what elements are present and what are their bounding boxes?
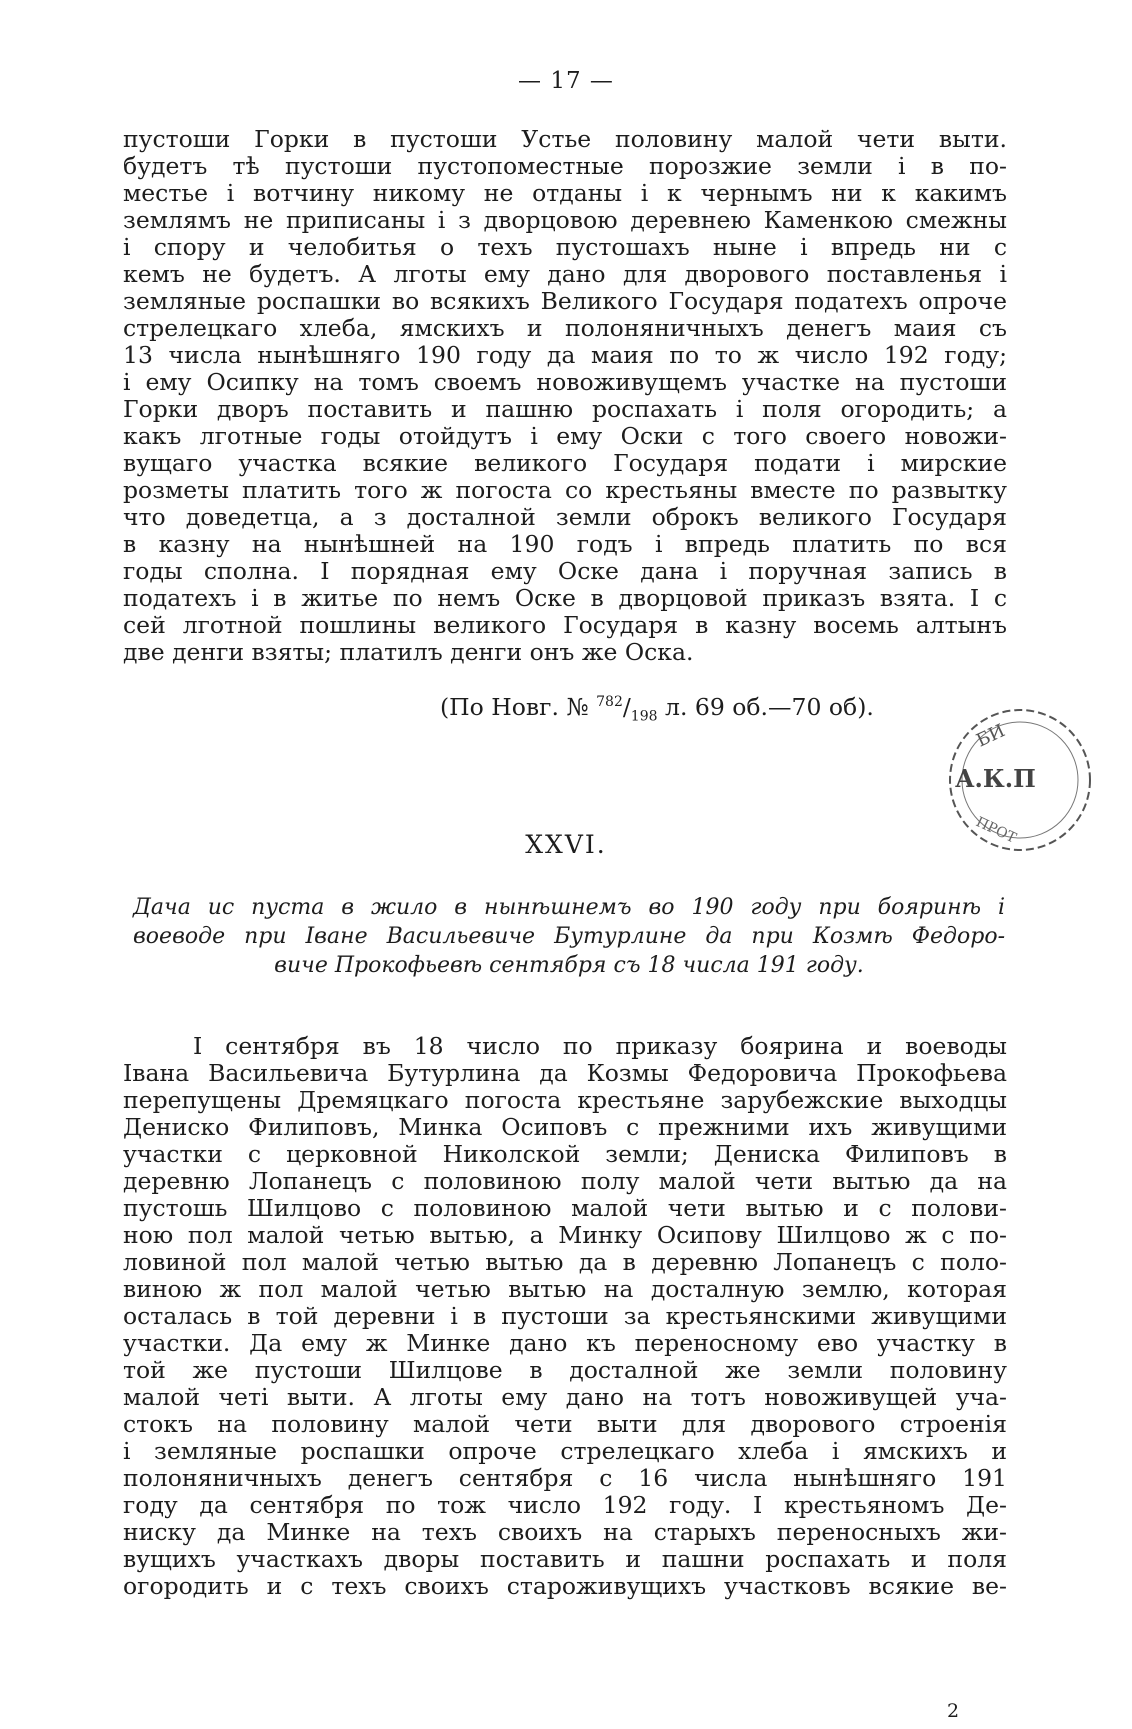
text-line: ловиной пол малой четью вытью да в деревню Лопанецъ с поло- — [123, 1248, 1007, 1276]
signature-mark: 2 — [947, 1700, 960, 1722]
text-line: кемъ не будетъ. А лготы ему дано для дворового поставленья і — [123, 260, 1007, 288]
text-line: местье і вотчину никому не отданы і к чернымъ ни к какимъ — [123, 179, 1007, 207]
section-heading — [133, 893, 1005, 980]
citation-sup: 782 — [596, 694, 623, 710]
text-line: вущихъ участкахъ дворы поставить и пашни роспахать и поля — [123, 1545, 1007, 1573]
text-line: і земляные роспашки опроче стрелецкаго хлеба і ямскихъ и — [123, 1437, 1007, 1465]
text-line: осталась в той деревни і в пустоши за крестьянскими живущими — [123, 1302, 1007, 1330]
text-line: ниску да Минке на техъ своихъ на старыхъ переносныхъ жи- — [123, 1518, 1007, 1546]
text-line: какъ лготные годы отойдутъ і ему Оски с того своего новожи- — [123, 422, 1007, 450]
text-line: участки. Да ему ж Минке дано къ переносному ево участку в — [123, 1329, 1007, 1357]
text-line: участки с церковной Николской земли; Дениска Филиповъ в — [123, 1140, 1007, 1168]
text-line: огородить и с техъ своихъ староживущихъ участковъ всякие ве- — [123, 1572, 1007, 1600]
text-line: ною пол малой четью вытью, а Минку Осипову Шилцово ж с по- — [123, 1221, 1007, 1249]
text-line: і ему Осипку на томъ своемъ новоживущемъ участке на пустоши — [123, 368, 1007, 396]
citation-prefix: (По Новг. № — [440, 692, 589, 721]
text-line: земляные роспашки во всякихъ Великого Государя податехъ опроче — [123, 287, 1007, 315]
citation-suffix: л. 69 об.—70 об). — [665, 692, 874, 721]
paragraph-2 — [123, 1033, 1007, 1600]
citation-sub: 198 — [630, 708, 658, 725]
text-line: малой четі выти. А лготы ему дано на тотъ новоживущей уча- — [123, 1383, 1007, 1411]
text-line: Горки дворъ поставить и пашню роспахать і поля огородить; а — [123, 395, 1007, 423]
text-line: что доведетца, а з досталной земли оброкъ великого Государя — [123, 503, 1007, 531]
text-line: виною ж пол малой четью вытью на досталную землю, которая — [123, 1275, 1007, 1303]
text-line: Івана Васильевича Бутурлина да Козмы Федоровича Прокофьева — [123, 1059, 1007, 1087]
text-line: в казну на нынѣшней на 190 годъ і впредь платить по вся — [123, 530, 1007, 558]
paragraph-1 — [123, 126, 1007, 666]
text-line: вущаго участка всякие великого Государя подати і мирские — [123, 449, 1007, 477]
section-number: XXVI. — [525, 830, 607, 859]
heading-line: виче Прокофьевѣ сентября съ 18 числа 191 году. — [274, 953, 864, 978]
text-line: стокъ на половину малой чети выти для дворового строенія — [123, 1410, 1007, 1438]
heading-line: воеводе при Іване Васильевиче Бутурлине да при Козмѣ Федоро- — [133, 924, 1005, 949]
text-line: розметы платить того ж погоста со крестьяны вместе по развытку — [123, 476, 1007, 504]
text-line: сей лготной пошлины великого Государя в казну восемь алтынъ — [123, 611, 1007, 639]
text-line: две денги взяты; платилъ денги онъ же Оска. — [123, 638, 694, 666]
text-line: стрелецкаго хлеба, ямскихъ и полоняничныхъ денегъ маия съ — [123, 314, 1007, 342]
text-line: Дениско Филиповъ, Минка Осиповъ с прежними ихъ живущими — [123, 1113, 1007, 1141]
svg-text:А.К.П: А.К.П — [955, 764, 1036, 793]
text-line: землямъ не приписаны і з дворцовою деревнею Каменкою смежны — [123, 206, 1007, 234]
source-citation: (По Новг. № $^{782}/_{198}$ л. 69 об.—70 об). — [440, 692, 874, 725]
text-line: годы сполна. І порядная ему Оске дана і поручная запись в — [123, 557, 1007, 585]
text-line: І сентября въ 18 число по приказу боярина и воеводы — [193, 1032, 1007, 1060]
heading-line: Дача ис пуста в жило в нынѣшнемъ во 190 году при бояринѣ і — [133, 895, 1005, 920]
text-line: той же пустоши Шилцове в досталной же земли половину — [123, 1356, 1007, 1384]
page-number: — 17 — — [518, 68, 614, 94]
text-line: податехъ і в житье по немъ Оске в дворцовой приказъ взята. І с — [123, 584, 1007, 612]
svg-text:БИ: БИ — [973, 720, 1009, 752]
svg-text:ПРОТ: ПРОТ — [973, 814, 1019, 847]
text-line: 13 числа нынѣшняго 190 году да маия по то ж число 192 году; — [123, 341, 1007, 369]
text-line: будетъ тѣ пустоши пустопоместные порозжие земли і в по- — [123, 152, 1007, 180]
text-line: полоняничныхъ денегъ сентября с 16 числа нынѣшняго 191 — [123, 1464, 1007, 1492]
text-line: году да сентября по тож число 192 году. І крестьяномъ Де- — [123, 1491, 1007, 1519]
text-line: пустоши Горки в пустоши Устье половину малой чети выти. — [123, 125, 1007, 153]
text-line: перепущены Дремяцкаго погоста крестьяне зарубежские выходцы — [123, 1086, 1007, 1114]
text-line: пустошь Шилцово с половиною малой чети вытью и с полови- — [123, 1194, 1007, 1222]
text-line: і спору и челобитья о техъ пустошахъ ныне і впредь ни с — [123, 233, 1007, 261]
text-line: деревню Лопанецъ с половиною полу малой чети вытью да на — [123, 1167, 1007, 1195]
